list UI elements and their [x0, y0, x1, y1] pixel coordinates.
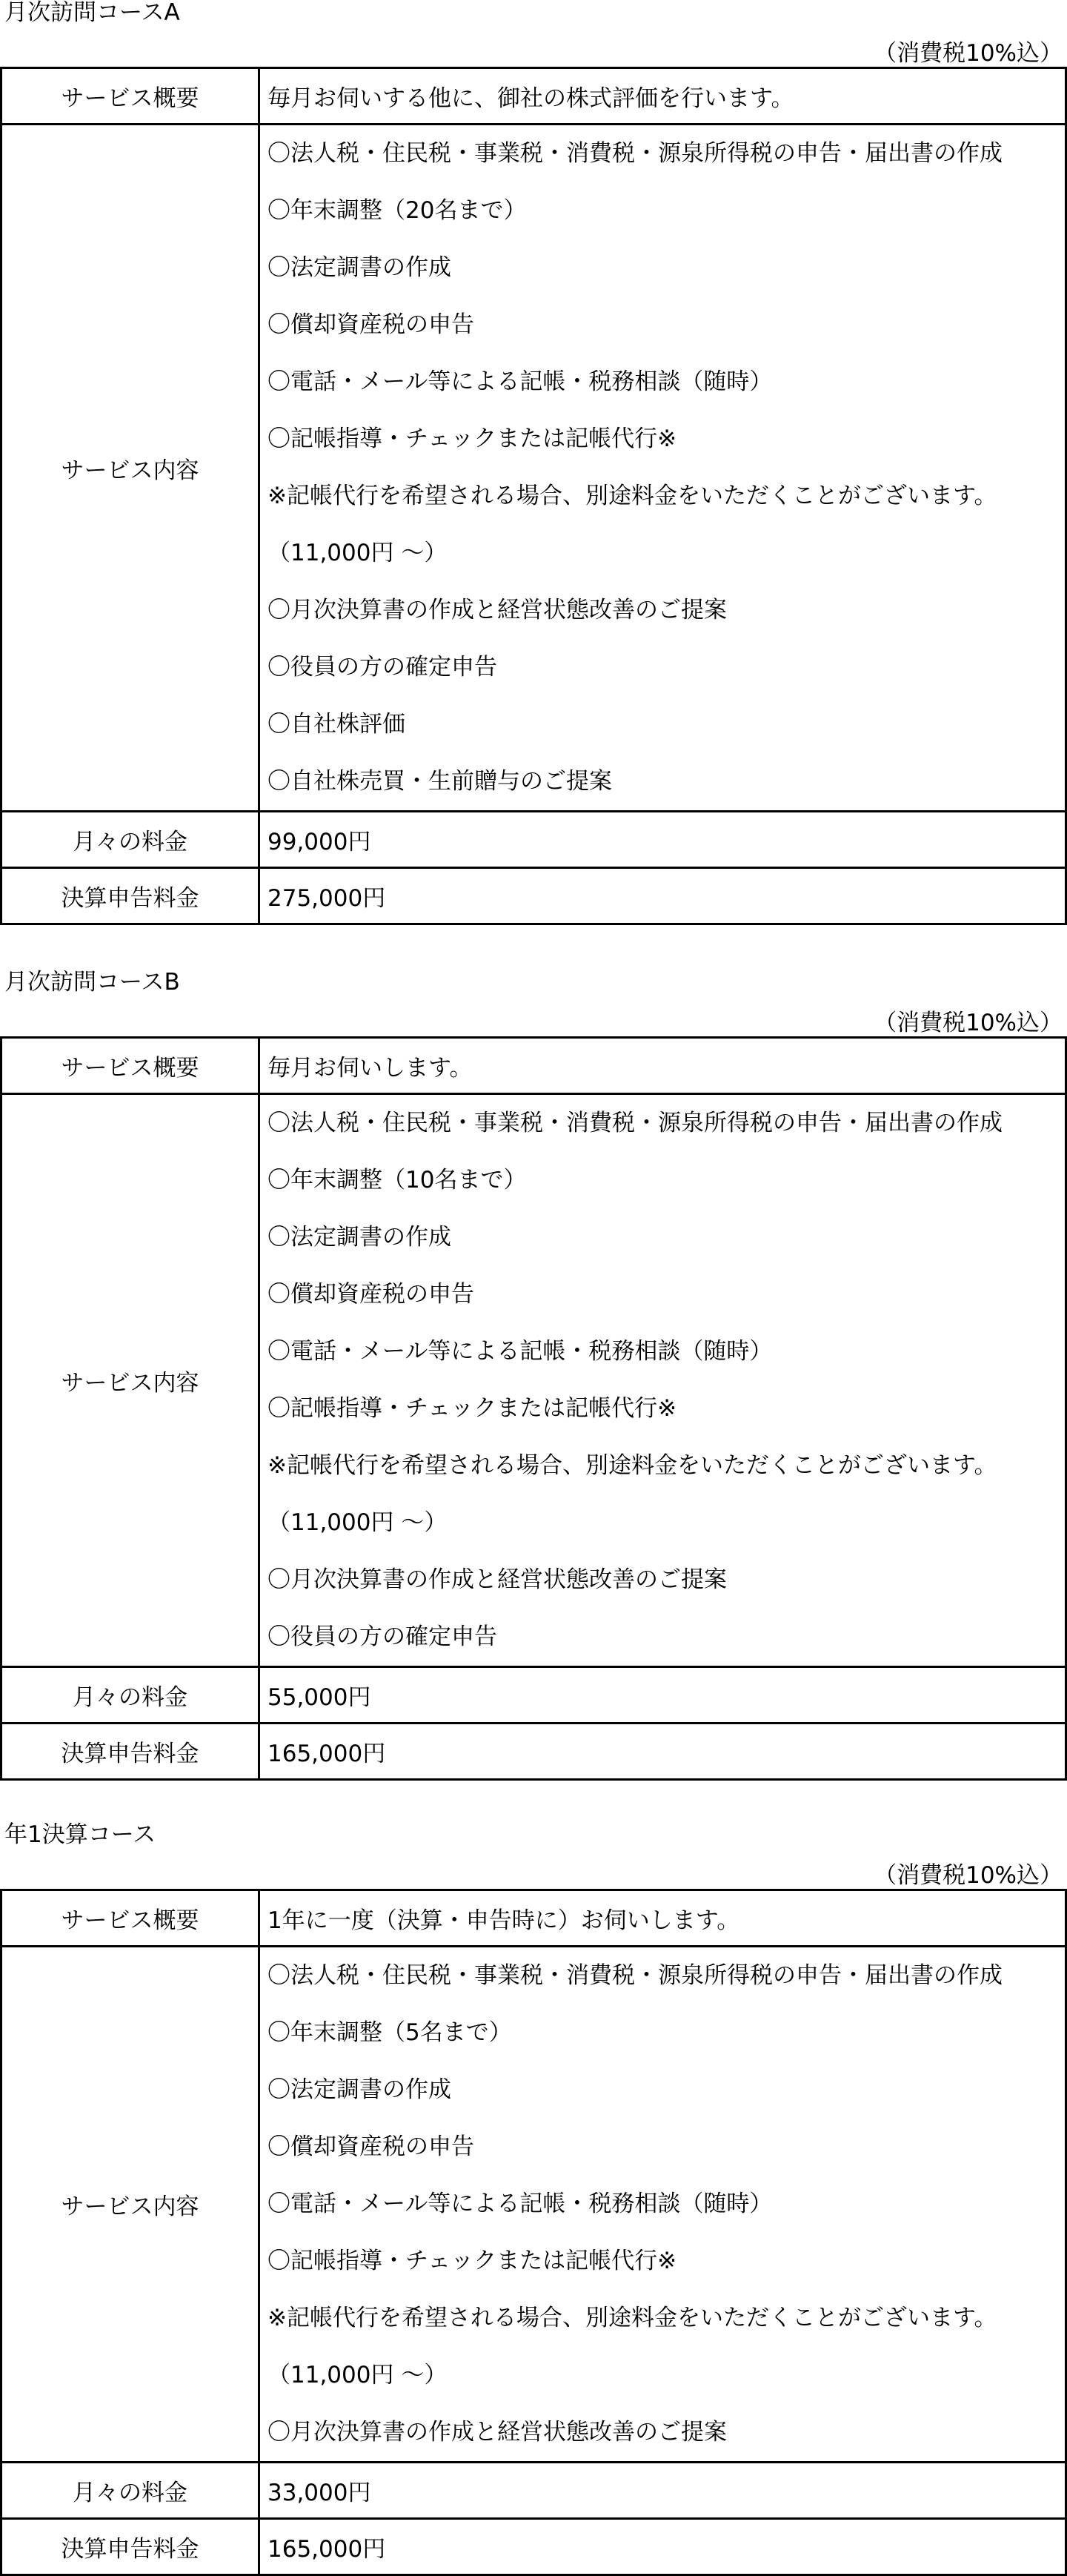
- course-section-a: [0, 0, 1067, 925]
- content-row: [1, 125, 1066, 812]
- content-items: [259, 125, 1066, 812]
- content-row: [1, 1947, 1066, 2463]
- overview-row: [1, 1890, 1066, 1947]
- settlement-fee-row: [1, 868, 1066, 924]
- service-item: 〇年末調整（20名まで）: [267, 197, 527, 224]
- overview-row: [1, 1038, 1066, 1094]
- overview-label: サービス概要: [1, 1890, 259, 1947]
- service-item: 〇法定調書の作成: [267, 254, 451, 281]
- service-item: （11,000円 ～）: [267, 2362, 448, 2388]
- settlement-fee-value: 165,000円: [259, 1724, 1066, 1780]
- overview-row: [1, 68, 1066, 125]
- service-item: 〇自社株売買・生前贈与のご提案: [267, 768, 612, 795]
- service-item: ※記帳代行を希望される場合、別途料金をいただくことがございます。: [267, 2305, 997, 2331]
- service-item: 〇法人税・住民税・事業税・消費税・源泉所得税の申告・届出書の作成: [267, 1962, 1003, 1989]
- course-section-b: [0, 970, 1067, 1781]
- monthly-fee-row: [1, 812, 1066, 868]
- settlement-fee-row: [1, 2519, 1066, 2575]
- service-item: 〇法定調書の作成: [267, 2076, 451, 2103]
- service-item: 〇償却資産税の申告: [267, 2133, 474, 2160]
- service-item: 〇電話・メール等による記帳・税務相談（随時）: [267, 368, 773, 395]
- service-item: 〇月次決算書の作成と経営状態改善のご提案: [267, 1566, 727, 1593]
- overview-label: サービス概要: [1, 1038, 259, 1094]
- service-item: （11,000円 ～）: [267, 540, 448, 566]
- service-item: 〇法人税・住民税・事業税・消費税・源泉所得税の申告・届出書の作成: [267, 1110, 1003, 1136]
- monthly-fee-label: 月々の料金: [1, 1667, 259, 1724]
- service-item: （11,000円 ～）: [267, 1509, 448, 1536]
- overview-value: 1年に一度（決算・申告時に）お伺いします。: [259, 1890, 1066, 1947]
- service-item: 〇自社株評価: [267, 711, 405, 738]
- content-items: [259, 1947, 1066, 2463]
- settlement-fee-row: [1, 1724, 1066, 1780]
- service-item: 〇法定調書の作成: [267, 1224, 451, 1251]
- service-item: 〇月次決算書の作成と経営状態改善のご提案: [267, 597, 727, 623]
- overview-value: 毎月お伺いします。: [259, 1038, 1066, 1094]
- settlement-fee-label: 決算申告料金: [1, 2519, 259, 2575]
- settlement-fee-label: 決算申告料金: [1, 868, 259, 924]
- service-item: 〇記帳指導・チェックまたは記帳代行※: [267, 1395, 677, 1422]
- service-item: 〇法人税・住民税・事業税・消費税・源泉所得税の申告・届出書の作成: [267, 140, 1003, 167]
- settlement-fee-value: 275,000円: [259, 868, 1066, 924]
- service-item: 〇記帳指導・チェックまたは記帳代行※: [267, 2248, 677, 2274]
- content-label: サービス内容: [1, 1947, 259, 2463]
- content-label: サービス内容: [1, 125, 259, 812]
- tax-note: （消費税10%込）: [874, 40, 1063, 67]
- settlement-fee-value: 165,000円: [259, 2519, 1066, 2575]
- service-item: 〇役員の方の確定申告: [267, 654, 497, 681]
- monthly-fee-row: [1, 1667, 1066, 1724]
- service-item: 〇電話・メール等による記帳・税務相談（随時）: [267, 1338, 773, 1365]
- content-row: [1, 1094, 1066, 1667]
- course-title: 月次訪問コースA: [4, 0, 180, 26]
- monthly-fee-label: 月々の料金: [1, 2463, 259, 2519]
- service-item: 〇償却資産税の申告: [267, 1281, 474, 1308]
- settlement-fee-label: 決算申告料金: [1, 1724, 259, 1780]
- content-items: [259, 1094, 1066, 1667]
- content-label: サービス内容: [1, 1094, 259, 1667]
- course-table: [0, 1036, 1067, 1781]
- service-item: 〇年末調整（10名まで）: [267, 1167, 527, 1193]
- course-title: 年1決算コース: [4, 1821, 156, 1848]
- service-item: 〇月次決算書の作成と経営状態改善のご提案: [267, 2419, 727, 2446]
- course-table: [0, 67, 1067, 925]
- monthly-fee-value: 55,000円: [259, 1667, 1066, 1724]
- service-item: 〇電話・メール等による記帳・税務相談（随時）: [267, 2191, 773, 2217]
- monthly-fee-row: [1, 2463, 1066, 2519]
- service-item: 〇役員の方の確定申告: [267, 1623, 497, 1650]
- course-section-annual: [0, 1822, 1067, 2576]
- tax-note: （消費税10%込）: [874, 1010, 1063, 1036]
- service-item: ※記帳代行を希望される場合、別途料金をいただくことがございます。: [267, 483, 997, 509]
- monthly-fee-value: 99,000円: [259, 812, 1066, 868]
- service-item: 〇償却資産税の申告: [267, 311, 474, 338]
- overview-label: サービス概要: [1, 68, 259, 125]
- monthly-fee-value: 33,000円: [259, 2463, 1066, 2519]
- course-title: 月次訪問コースB: [4, 969, 180, 996]
- tax-note: （消費税10%込）: [874, 1862, 1063, 1889]
- monthly-fee-label: 月々の料金: [1, 812, 259, 868]
- service-item: 〇記帳指導・チェックまたは記帳代行※: [267, 426, 677, 452]
- service-item: 〇年末調整（5名まで）: [267, 2019, 512, 2046]
- service-item: ※記帳代行を希望される場合、別途料金をいただくことがございます。: [267, 1452, 997, 1479]
- overview-value: 毎月お伺いする他に、御社の株式評価を行います。: [259, 68, 1066, 125]
- course-table: [0, 1889, 1067, 2576]
